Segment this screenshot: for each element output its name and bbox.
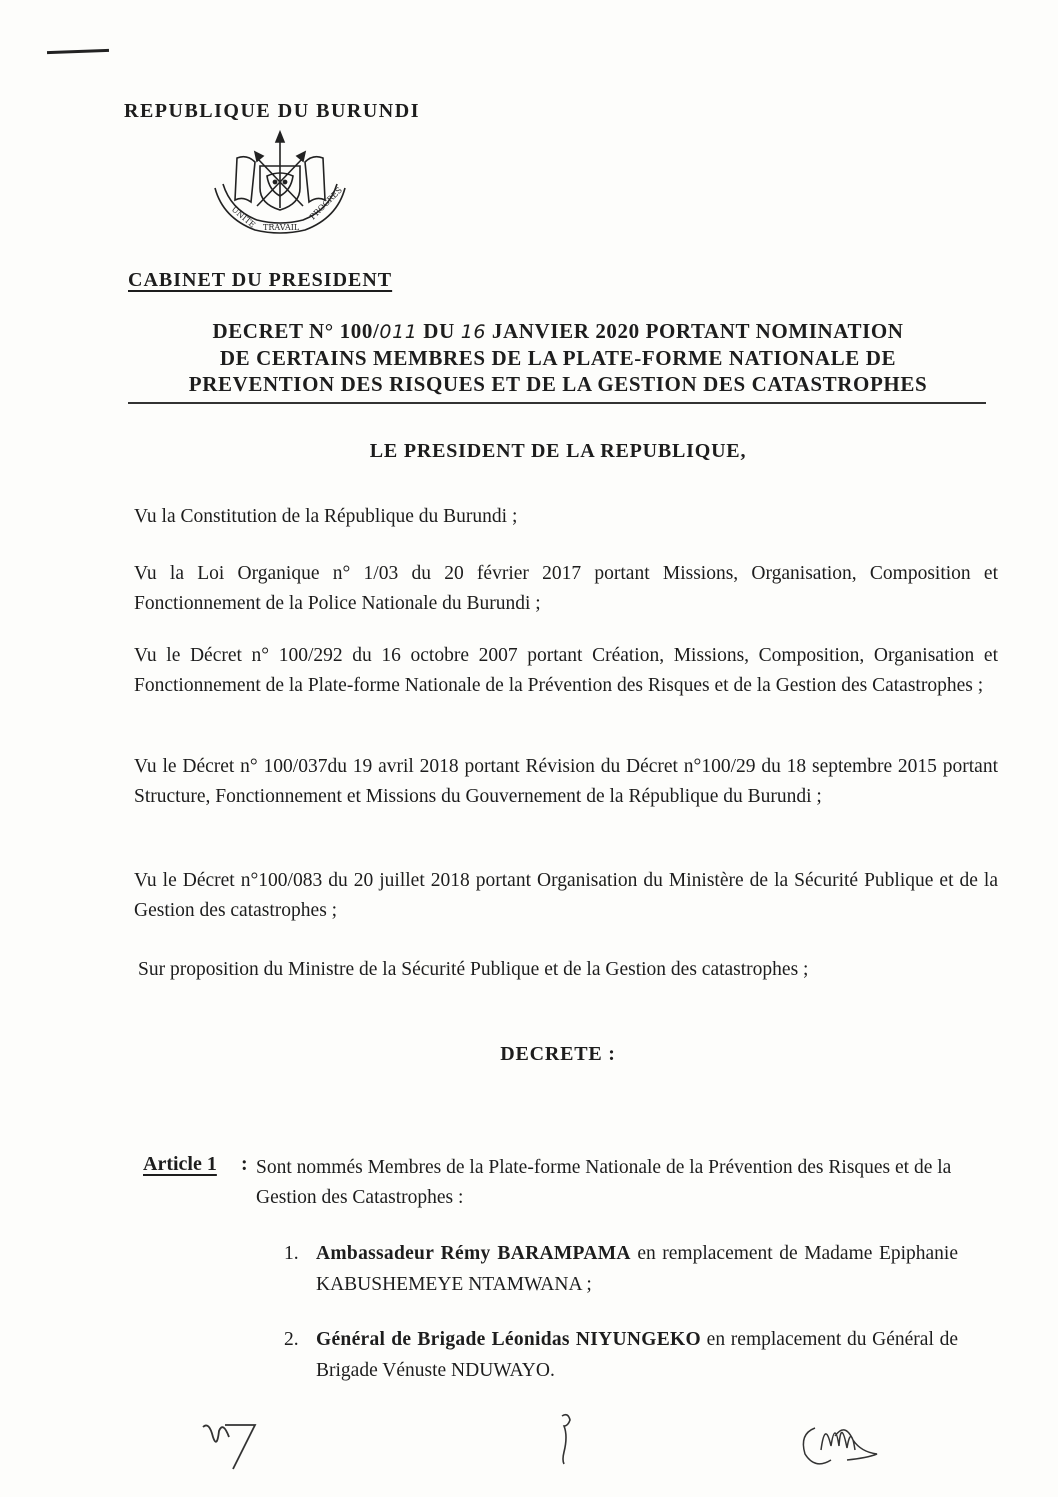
article-1-colon: : bbox=[241, 1153, 248, 1175]
coat-of-arms-icon bbox=[205, 128, 355, 238]
decree-title-suffix: JANVIER 2020 PORTANT NOMINATION bbox=[486, 319, 904, 343]
article-1-text: Sont nommés Membres de la Plate-forme Nationale de la Prévention des Risques et de la Gestion des Catastrophes : bbox=[256, 1157, 952, 1208]
decree-title-line3: PREVENTION DES RISQUES ET DE LA GESTION DES CATASTROPHES bbox=[188, 372, 928, 396]
decree-title-du: DU bbox=[417, 319, 461, 343]
decree-title-prefix: DECRET N° 100/ bbox=[212, 319, 380, 343]
decrete-heading: DECRETE : bbox=[500, 1043, 616, 1065]
visa-constitution: Vu la Constitution de la République du Burundi ; bbox=[134, 506, 518, 527]
title-underline bbox=[128, 402, 986, 404]
nominee-text bbox=[316, 1324, 958, 1386]
decree-number-handwritten: 011 bbox=[379, 321, 418, 343]
republic-heading: REPUBLIQUE DU BURUNDI bbox=[124, 100, 420, 122]
nominee-replacement: en remplacement de Madame Epiphanie KABUSHEMEYE NTAMWANA ; bbox=[316, 1243, 959, 1295]
decree-title-line1 bbox=[128, 318, 988, 345]
nominee-number: 1. bbox=[284, 1243, 299, 1264]
nominee-name: Ambassadeur Rémy BARAMPAMA bbox=[316, 1243, 631, 1264]
motto-left: UNITE bbox=[229, 204, 258, 230]
president-heading: LE PRESIDENT DE LA REPUBLIQUE, bbox=[369, 440, 747, 462]
nominee-number: 2. bbox=[284, 1329, 299, 1350]
cabinet-heading: CABINET DU PRESIDENT bbox=[128, 269, 393, 291]
visa-decret-100-037: Vu le Décret n° 100/037du 19 avril 2018 portant Révision du Décret n°100/29 du 18 septembre 2015 portant Structure, Fonctionnement et Missions du Gouvernement de la République du Burundi ; bbox=[134, 756, 998, 807]
nominee-replacement: en remplacement du Général de Brigade Vénuste NDUWAYO. bbox=[316, 1329, 958, 1381]
motto-right: PROGRES bbox=[308, 185, 344, 222]
article-1-label: Article 1 bbox=[143, 1153, 217, 1175]
visa-decret-100-292: Vu le Décret n° 100/292 du 16 octobre 2007 portant Création, Missions, Composition, Organisation et Fonctionnement de la Plate-forme Nationale de la Prévention des Risques et de la Gestion des Catastrophes ; bbox=[134, 645, 998, 696]
proposal-line: Sur proposition du Ministre de la Sécurité Publique et de la Gestion des catastrophes ; bbox=[138, 959, 809, 980]
nominee-item-2 bbox=[284, 1324, 958, 1386]
decree-title-line2: DE CERTAINS MEMBRES DE LA PLATE-FORME NATIONALE DE bbox=[219, 346, 897, 370]
nominee-name: Général de Brigade Léonidas NIYUNGEKO bbox=[316, 1329, 701, 1350]
visa-decret-100-083: Vu le Décret n°100/083 du 20 juillet 2018 portant Organisation du Ministère de la Sécurité Publique et de la Gestion des catastrophes ; bbox=[134, 870, 998, 921]
coat-of-arms-emblem bbox=[205, 128, 355, 238]
initials-mark-center bbox=[552, 1410, 582, 1470]
signature-mark-right bbox=[795, 1410, 890, 1475]
visa-loi-organique: Vu la Loi Organique n° 1/03 du 20 février 2017 portant Missions, Organisation, Composition et Fonctionnement de la Police Nationale du Burundi ; bbox=[134, 563, 998, 614]
nominee-item-1 bbox=[284, 1238, 958, 1300]
decree-title bbox=[128, 318, 988, 397]
nominee-text bbox=[316, 1238, 958, 1300]
motto-center: TRAVAIL bbox=[263, 223, 300, 232]
margin-dash-mark bbox=[47, 49, 109, 54]
initials-mark-left bbox=[195, 1415, 265, 1475]
decree-day-handwritten: 16 bbox=[460, 321, 487, 343]
